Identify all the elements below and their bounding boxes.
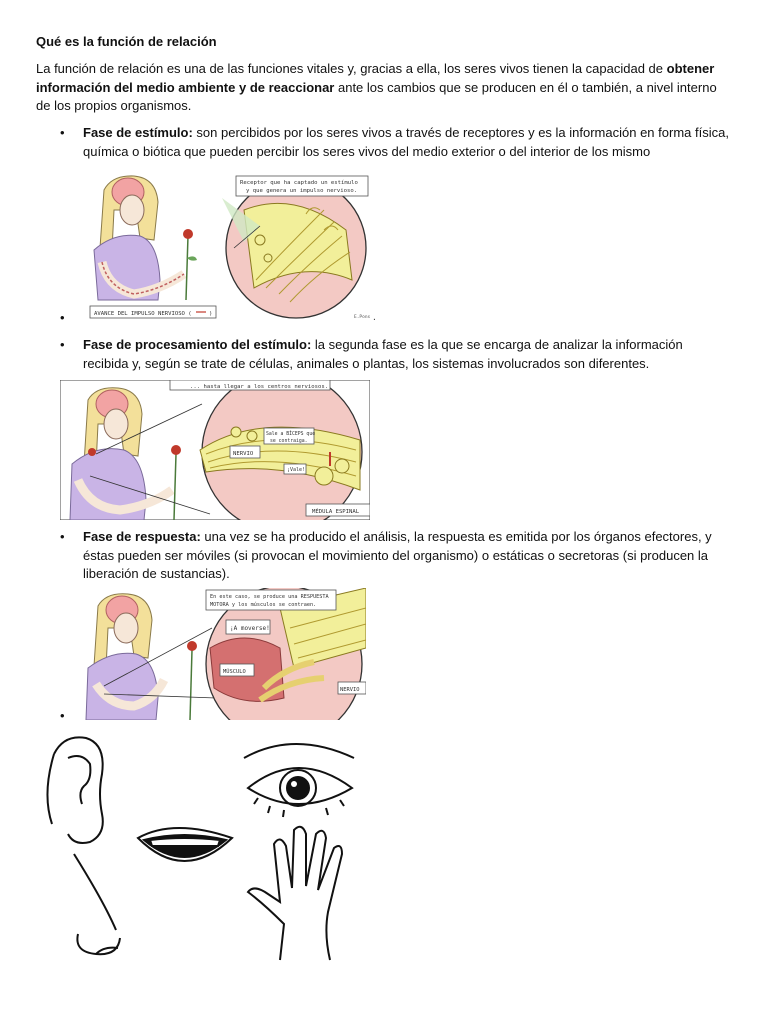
figure-response-bubble: ¡A moverse! — [230, 625, 270, 632]
figure-stimulus-caption: AVANCE DEL IMPULSO NERVIOSO ( — [94, 311, 192, 317]
figure-stimulus-callout-1: Receptor que ha captado un estímulo — [240, 180, 358, 186]
figure-stimulus-signature: E.Pons — [354, 315, 371, 320]
empty-bullet-1: • — [60, 310, 65, 325]
empty-bullet-2: • — [60, 708, 65, 723]
bullet-dot: • — [60, 125, 65, 140]
nose-icon — [74, 854, 120, 954]
bullet-label: Fase de estímulo: — [83, 125, 193, 140]
bullet-dot: • — [60, 337, 65, 352]
senses-svg — [34, 734, 364, 966]
bullet-label: Fase de respuesta: — [83, 529, 201, 544]
bullet-dot: • — [60, 529, 65, 544]
page-title: Qué es la función de relación — [36, 34, 217, 49]
intro-paragraph — [36, 60, 730, 116]
figure-processing — [60, 380, 370, 520]
figure-stimulus — [84, 170, 384, 322]
bullet-body: una vez se ha producido el análisis, la respuesta es emitida por los órganos efectores, y éstas pueden ser móviles (si provocan el movimiento del organismo) o estáticas o secretoras (si producen la liberación de sustancias). — [83, 529, 712, 581]
eye-icon — [244, 744, 354, 817]
ear-icon — [47, 737, 102, 843]
figure-processing-bubble-2: se contraiga. — [270, 439, 308, 444]
figure-response-callout-1: En este caso, se produce una RESPUESTA — [210, 594, 329, 600]
figure-processing-svg — [60, 380, 370, 520]
bullet-text — [83, 336, 731, 373]
figure-response-nervio: NERVIO — [340, 687, 360, 693]
figure-stimulus-callout-2: y que genera un impulso nervioso. — [246, 188, 358, 194]
figure-processing-vale: ¡Vale! — [287, 467, 306, 473]
intro-text-1: La función de relación es una de las funciones vitales y, gracias a ella, los seres vivos tienen la capacidad de — [36, 61, 667, 76]
figure-processing-callout: ... hasta llegar a los centros nerviosos. — [190, 384, 329, 390]
figure-response-musculo: MÚSCULO — [223, 669, 246, 675]
figure-response — [84, 588, 366, 720]
intro-text-2: ante los cambios que se producen en él o también, a nivel interno de los propios organismos. — [36, 79, 717, 113]
intro-bold: obtener información del medio ambiente y de reaccionar — [36, 61, 715, 95]
mouth-icon — [138, 828, 232, 861]
figure-stimulus-caption-end: ) — [209, 311, 213, 317]
bullet-label: Fase de procesamiento del estímulo: — [83, 337, 312, 352]
figure-processing-bubble-1: Sale a BÍCEPS que — [266, 432, 316, 437]
figure-processing-medula: MÉDULA ESPINAL — [312, 509, 360, 515]
figure-processing-nervio: NERVIO — [233, 451, 254, 457]
bullet-body: son percibidos por los seres vivos a través de receptores y es la información en forma física, química o biótica que pueden percibir los seres vivos del medio exterior o del interior de los mismo — [83, 125, 729, 159]
figure-stimulus-svg — [84, 170, 384, 322]
figure-response-svg — [84, 588, 366, 720]
bullet-body: la segunda fase es la que se encarga de analizar la información recibida y, según se trate de células, animales o plantas, los sistemas involucrados son diferentes. — [83, 337, 683, 371]
figure-stimulus-dot: . — [372, 313, 377, 322]
figure-response-callout-2: MOTORA y los músculos se contraen. — [210, 602, 317, 608]
bullet-text — [83, 124, 731, 161]
senses-illustration — [34, 734, 364, 966]
hand-icon — [248, 827, 342, 960]
bullet-text — [83, 528, 731, 584]
